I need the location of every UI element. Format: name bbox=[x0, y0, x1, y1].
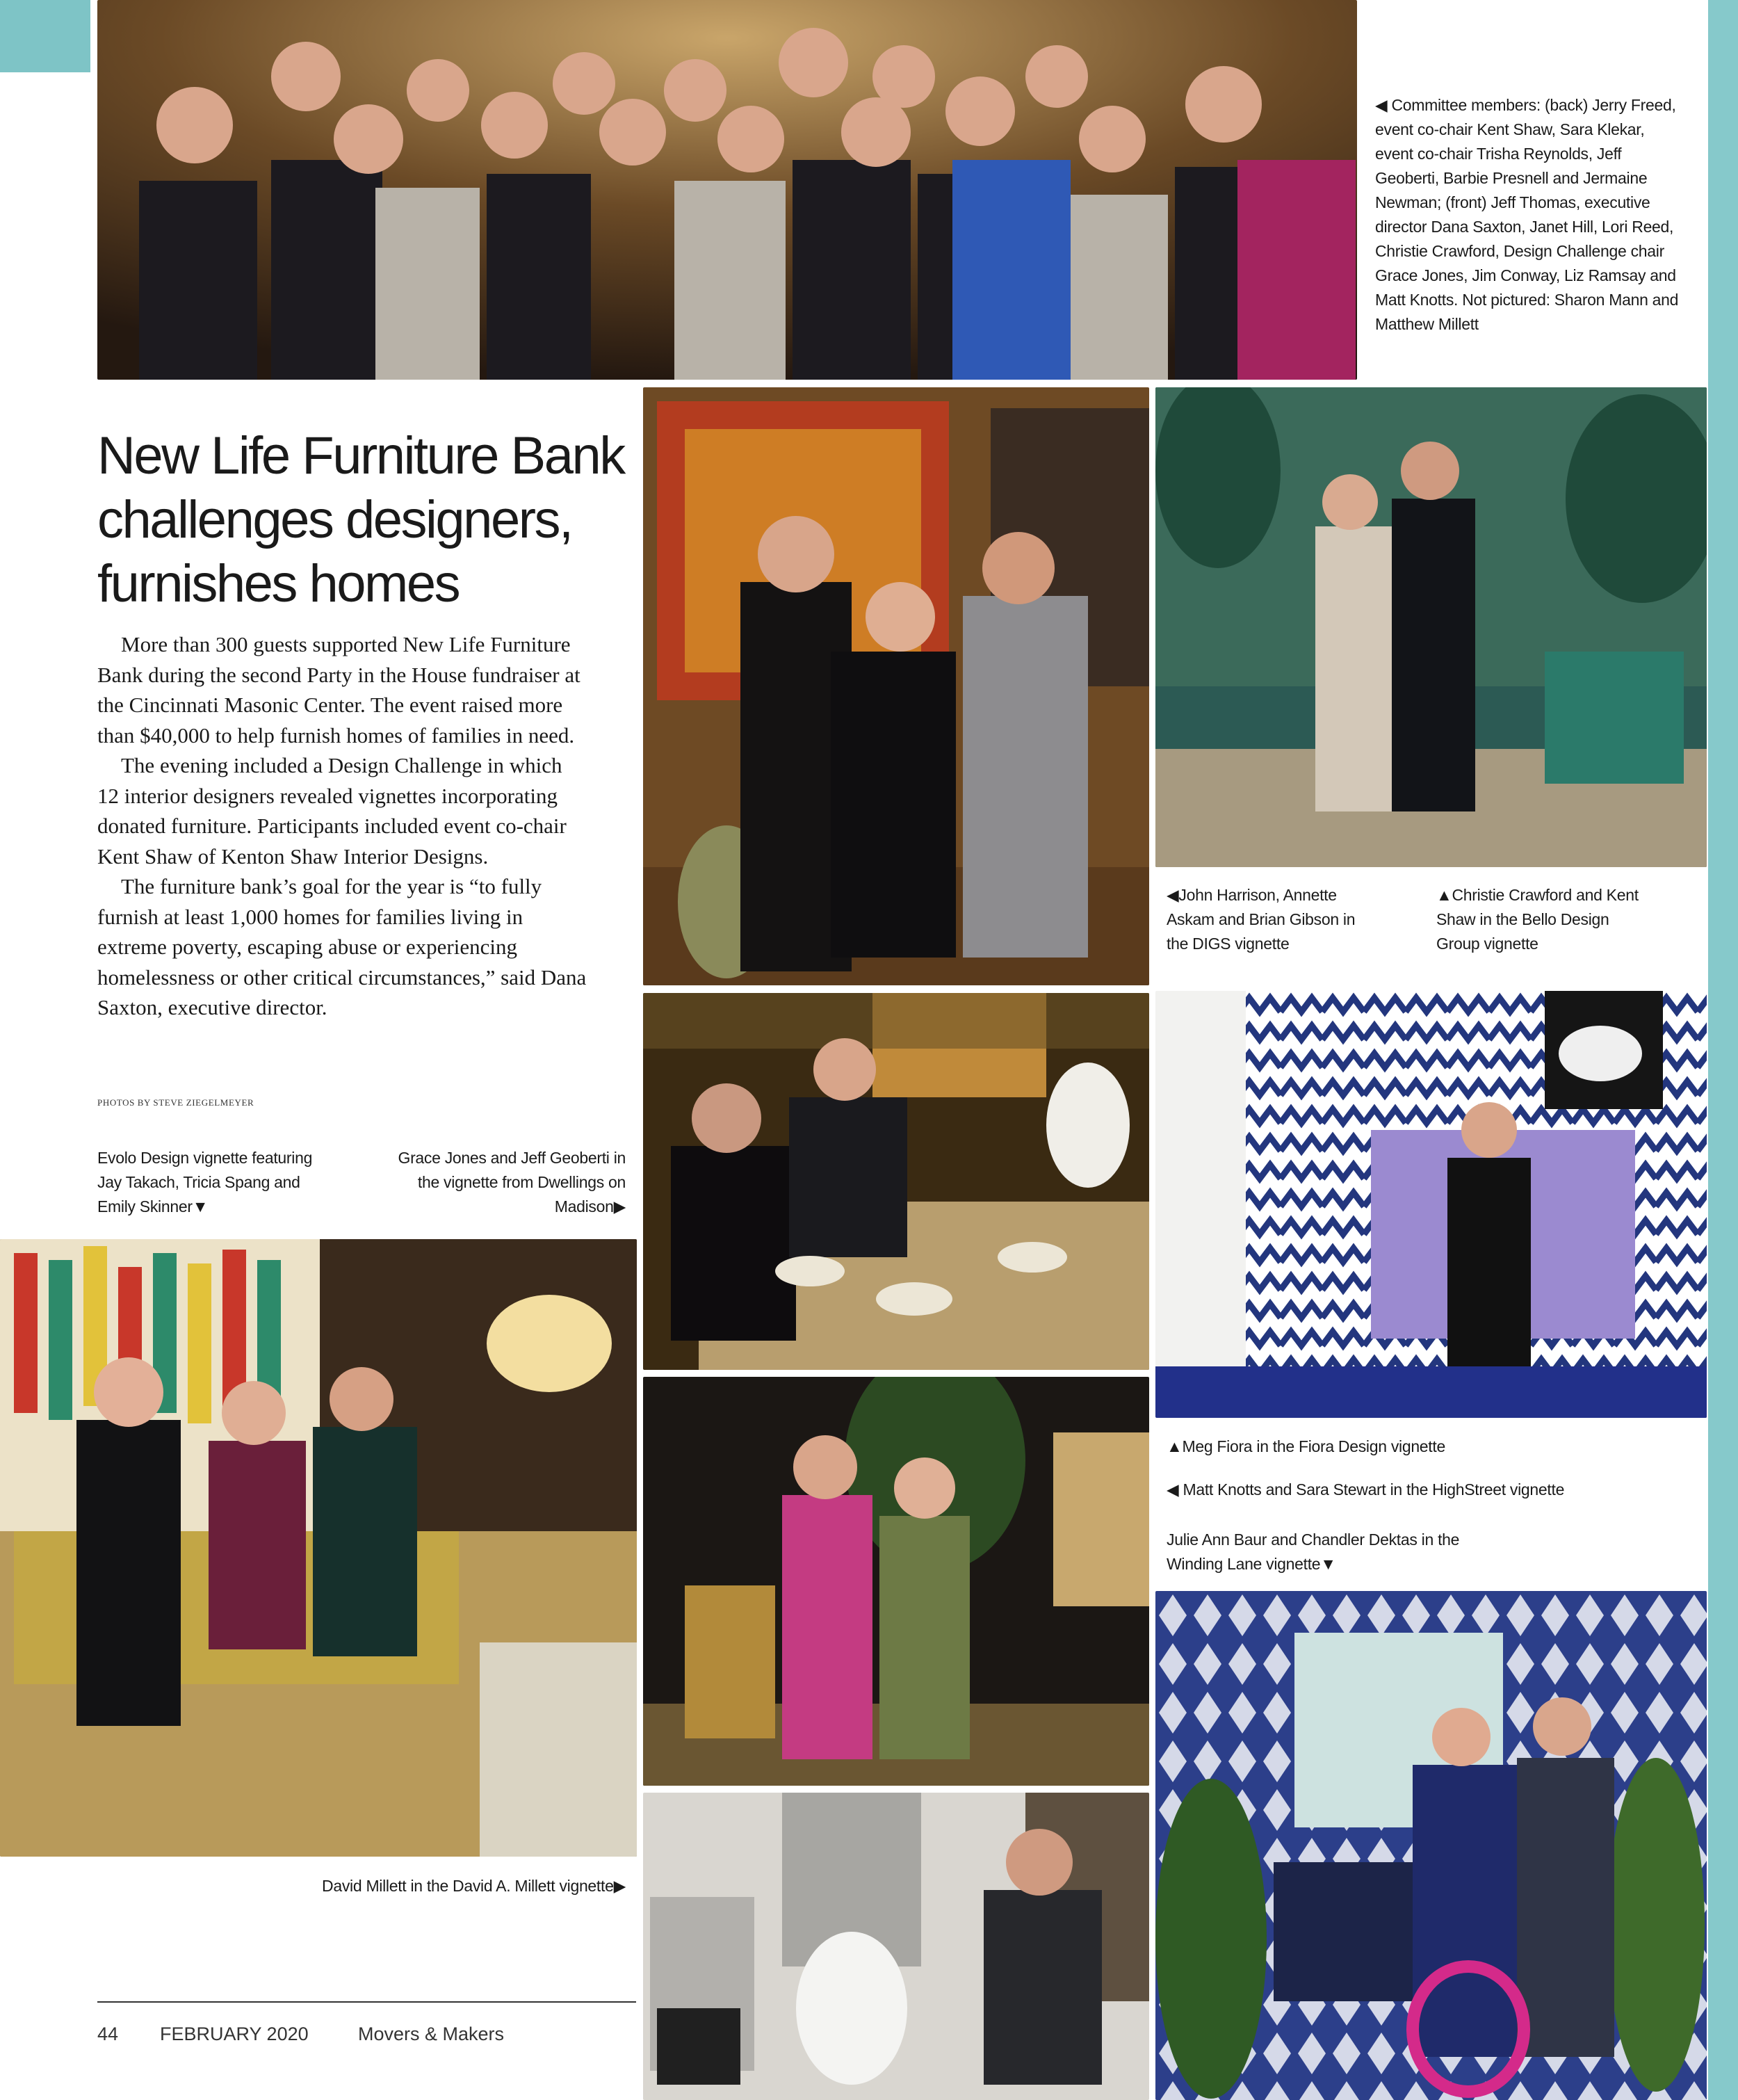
photo-knotts-stewart bbox=[643, 1377, 1149, 1786]
magazine-name: Movers & Makers bbox=[358, 2024, 505, 2044]
caption-baur: Julie Ann Baur and Chandler Dektas in the Winding Lane vignette▼ bbox=[1167, 1530, 1460, 1573]
issue-date: FEBRUARY 2020 bbox=[160, 2024, 309, 2044]
caption-millett: David Millett in the David A. Millett vignette▶ bbox=[322, 1877, 626, 1895]
body-paragraph: The evening included a Design Challenge in which 12 interior designers revealed vignettes incorporating donated furniture. Participants included event co-chair Kent Shaw of Kenton Shaw Interior Designs. bbox=[97, 753, 567, 869]
photo-fiora bbox=[1155, 991, 1707, 1418]
article-headline: New Life Furniture Bank challenges designers, furnishes homes bbox=[97, 426, 624, 613]
photo-evolo bbox=[0, 1239, 637, 1857]
body-paragraph: The furniture bank’s goal for the year is “to fully furnish at least 1,000 homes for families living in extreme poverty, escaping abuse or experiencing homelessness or other critical circumstances,” said Dana Saxton, executive director. bbox=[97, 874, 587, 1019]
photo-baur-dektas bbox=[1155, 1591, 1707, 2100]
accent-side-strip bbox=[1708, 0, 1738, 2100]
caption-evolo: Evolo Design vignette featuring Jay Takach, Tricia Spang and Emily Skinner▼ bbox=[97, 1149, 313, 1215]
photo-committee-members bbox=[97, 0, 1357, 380]
photo-credit: PHOTOS BY STEVE ZIEGELMEYER bbox=[97, 1097, 254, 1108]
photo-millett bbox=[643, 1793, 1149, 2100]
photo-jones-geoberti bbox=[643, 993, 1149, 1370]
caption-knotts: ◀ Matt Knotts and Sara Stewart in the HighStreet vignette bbox=[1167, 1480, 1565, 1499]
photo-harrison-digs bbox=[643, 387, 1149, 985]
accent-tab bbox=[0, 0, 90, 72]
article-body bbox=[97, 629, 587, 1023]
footer-rule bbox=[97, 2001, 636, 2003]
caption-harrison: ◀John Harrison, Annette Askam and Brian Gibson in the DIGS vignette bbox=[1167, 886, 1356, 953]
caption-jones: Grace Jones and Jeff Geoberti in the vignette from Dwellings on Madison▶ bbox=[398, 1149, 626, 1215]
body-paragraph: More than 300 guests supported New Life Furniture Bank during the second Party in the House fundraiser at the Cincinnati Masonic Center. The event raised more than $40,000 to help furnish homes of families in need. bbox=[97, 632, 580, 748]
caption-committee: ◀ Committee members: (back) Jerry Freed, event co-chair Kent Shaw, Sara Klekar, event co-chair Trisha Reynolds, Jeff Geoberti, Barbie Presnell and Jermaine Newman; (front) Jeff Thomas, executive director Dana Saxton, Janet Hill, Lori Reed, Christie Crawford, Design Challenge chair Grace Jones, Jim Conway, Liz Ramsay and Matt Knotts. Not pictured: Sharon Mann and Matthew Millett bbox=[1375, 96, 1679, 333]
page-number: 44 bbox=[97, 2024, 119, 2044]
caption-crawford: ▲Christie Crawford and Kent Shaw in the Bello Design Group vignette bbox=[1436, 886, 1639, 953]
photo-crawford-shaw bbox=[1155, 387, 1707, 867]
caption-fiora: ▲Meg Fiora in the Fiora Design vignette bbox=[1167, 1437, 1445, 1455]
